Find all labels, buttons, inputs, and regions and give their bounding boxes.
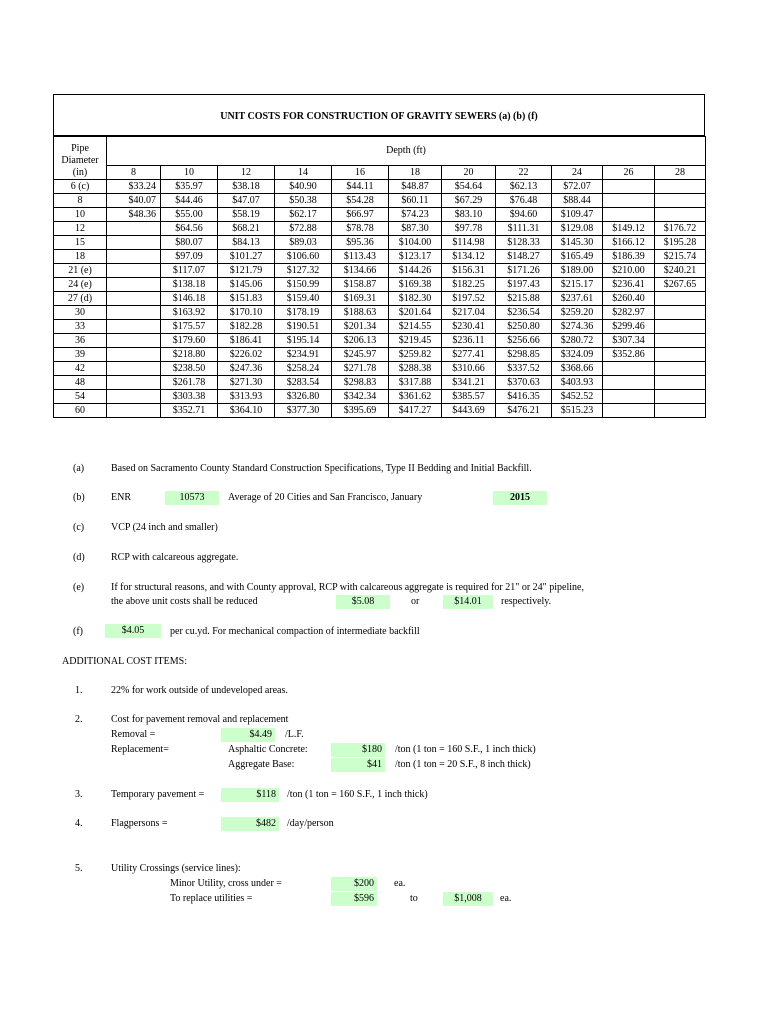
- note-d-tag: (d): [73, 552, 85, 563]
- cost-cell: $215.88: [496, 292, 552, 306]
- replace-utilities-value-high: $1,008: [443, 892, 493, 906]
- table-row: [54, 180, 706, 194]
- cost-cell: $68.21: [218, 222, 275, 236]
- cost-cell: $84.13: [218, 236, 275, 250]
- cost-cell: $62.17: [275, 208, 332, 222]
- pipe-diameter-cell: 60: [54, 404, 107, 418]
- cost-cell: $62.13: [496, 180, 552, 194]
- cost-cell: $94.60: [496, 208, 552, 222]
- cost-cell: $64.56: [161, 222, 218, 236]
- cost-cell: $313.93: [218, 390, 275, 404]
- cost-cell: $48.87: [389, 180, 442, 194]
- cost-cell: $176.72: [655, 222, 706, 236]
- cost-cell: $40.90: [275, 180, 332, 194]
- cost-cell: $60.11: [389, 194, 442, 208]
- note-a-tag: (a): [73, 463, 85, 474]
- removal-label: Removal =: [111, 729, 156, 740]
- cost-cell: [603, 194, 655, 208]
- cost-cell: [655, 376, 706, 390]
- cost-cell: $149.12: [603, 222, 655, 236]
- cost-cell: $277.41: [442, 348, 496, 362]
- table-row: [54, 320, 706, 334]
- cost-cell: $146.18: [161, 292, 218, 306]
- cost-cell: $88.44: [552, 194, 603, 208]
- pipe-diameter-cell: 6 (c): [54, 180, 107, 194]
- cost-cell: $267.65: [655, 278, 706, 292]
- cost-cell: $148.27: [496, 250, 552, 264]
- table-row: [54, 236, 706, 250]
- cost-cell: $74.23: [389, 208, 442, 222]
- cost-cell: [107, 376, 161, 390]
- cost-cell: [107, 334, 161, 348]
- pipe-diameter-cell: 48: [54, 376, 107, 390]
- table-row: [54, 348, 706, 362]
- cost-cell: $361.62: [389, 390, 442, 404]
- note-f-tag: (f): [73, 626, 83, 637]
- cost-cell: $182.28: [218, 320, 275, 334]
- cost-cell: $260.40: [603, 292, 655, 306]
- cost-cell: $48.36: [107, 208, 161, 222]
- cost-cell: $310.66: [442, 362, 496, 376]
- cost-cell: $370.63: [496, 376, 552, 390]
- cost-cell: $33.24: [107, 180, 161, 194]
- item-1-text: 22% for work outside of undeveloped areas.: [111, 685, 288, 696]
- note-f-text: per cu.yd. For mechanical compaction of intermediate backfill: [170, 626, 420, 637]
- cost-cell: [107, 404, 161, 418]
- table-row: [54, 250, 706, 264]
- cost-cell: $226.02: [218, 348, 275, 362]
- cost-cell: [655, 208, 706, 222]
- cost-cell: $236.11: [442, 334, 496, 348]
- pipe-diameter-cell: 27 (d): [54, 292, 107, 306]
- cost-cell: $44.46: [161, 194, 218, 208]
- cost-cell: $261.78: [161, 376, 218, 390]
- cost-cell: $259.82: [389, 348, 442, 362]
- cost-cell: $298.83: [332, 376, 389, 390]
- depth-header-cell: 18: [389, 166, 442, 180]
- pipe-header-line: Pipe: [71, 143, 89, 154]
- cost-cell: $76.48: [496, 194, 552, 208]
- cost-cell: $169.38: [389, 278, 442, 292]
- depth-header-cell: 22: [496, 166, 552, 180]
- table-title: UNIT COSTS FOR CONSTRUCTION OF GRAVITY SEWERS (a) (b) (f): [220, 111, 538, 122]
- cost-cell: $95.36: [332, 236, 389, 250]
- pipe-diameter-cell: 30: [54, 306, 107, 320]
- table-row: [54, 222, 706, 236]
- cost-cell: [107, 362, 161, 376]
- pipe-diameter-cell: 10: [54, 208, 107, 222]
- item-3-num: 3.: [75, 789, 83, 800]
- cost-cell: $78.78: [332, 222, 389, 236]
- cost-cell: $201.34: [332, 320, 389, 334]
- cost-cell: $195.28: [655, 236, 706, 250]
- cost-cell: $215.17: [552, 278, 603, 292]
- depth-header-cell: 12: [218, 166, 275, 180]
- table-row: [54, 390, 706, 404]
- cost-cell: [603, 390, 655, 404]
- pipe-diameter-cell: 42: [54, 362, 107, 376]
- cost-cell: $236.54: [496, 306, 552, 320]
- cost-rows: [54, 180, 706, 418]
- cost-cell: [107, 348, 161, 362]
- additional-heading: ADDITIONAL COST ITEMS:: [62, 656, 187, 667]
- cost-cell: $443.69: [442, 404, 496, 418]
- cost-cell: $352.86: [603, 348, 655, 362]
- replace-utilities-to: to: [410, 893, 418, 904]
- cost-cell: [655, 348, 706, 362]
- cost-cell: $230.41: [442, 320, 496, 334]
- cost-cell: [603, 362, 655, 376]
- cost-cell: $54.28: [332, 194, 389, 208]
- cost-cell: $106.60: [275, 250, 332, 264]
- cost-cell: $134.66: [332, 264, 389, 278]
- cost-cell: $197.52: [442, 292, 496, 306]
- pipe-diameter-cell: 24 (e): [54, 278, 107, 292]
- depth-header-cell: 14: [275, 166, 332, 180]
- cost-cell: $215.74: [655, 250, 706, 264]
- cost-cell: $186.39: [603, 250, 655, 264]
- cost-cell: $97.09: [161, 250, 218, 264]
- cost-cell: $50.38: [275, 194, 332, 208]
- cost-cell: $452.52: [552, 390, 603, 404]
- unit-cost-table: [53, 136, 706, 418]
- cost-cell: [603, 208, 655, 222]
- pipe-diameter-cell: 8: [54, 194, 107, 208]
- cost-cell: [107, 236, 161, 250]
- depth-header-cell: 26: [603, 166, 655, 180]
- cost-cell: $341.21: [442, 376, 496, 390]
- table-row: [54, 208, 706, 222]
- cost-cell: $250.80: [496, 320, 552, 334]
- cost-cell: $40.07: [107, 194, 161, 208]
- cost-cell: $271.78: [332, 362, 389, 376]
- cost-cell: [655, 362, 706, 376]
- note-b-tag: (b): [73, 492, 85, 503]
- table-row: [54, 404, 706, 418]
- ab-value: $41: [331, 758, 385, 772]
- cost-cell: $113.43: [332, 250, 389, 264]
- table-row: [54, 292, 706, 306]
- table-row: [54, 376, 706, 390]
- cost-cell: $128.33: [496, 236, 552, 250]
- cost-cell: $385.57: [442, 390, 496, 404]
- cost-cell: $282.97: [603, 306, 655, 320]
- table-row: [54, 334, 706, 348]
- cost-cell: $189.00: [552, 264, 603, 278]
- cost-cell: $206.13: [332, 334, 389, 348]
- cost-cell: $178.19: [275, 306, 332, 320]
- cost-cell: $35.97: [161, 180, 218, 194]
- cost-cell: $240.21: [655, 264, 706, 278]
- cost-cell: $165.49: [552, 250, 603, 264]
- item-2-text: Cost for pavement removal and replacement: [111, 714, 289, 725]
- cost-cell: $171.26: [496, 264, 552, 278]
- replacement-label: Replacement=: [111, 744, 169, 755]
- cost-cell: $186.41: [218, 334, 275, 348]
- pipe-diameter-cell: 12: [54, 222, 107, 236]
- reduction-24in: $14.01: [443, 595, 493, 609]
- replace-utilities-unit: ea.: [500, 893, 512, 904]
- cost-cell: $170.10: [218, 306, 275, 320]
- note-a-text: Based on Sacramento County Standard Construction Specifications, Type II Bedding and Initial Backfill.: [111, 463, 532, 474]
- cost-cell: $101.27: [218, 250, 275, 264]
- cost-cell: $303.38: [161, 390, 218, 404]
- cost-cell: $47.07: [218, 194, 275, 208]
- table-row: [54, 362, 706, 376]
- ac-label: Asphaltic Concrete:: [228, 744, 308, 755]
- cost-cell: $368.66: [552, 362, 603, 376]
- cost-cell: $247.36: [218, 362, 275, 376]
- cost-cell: $210.00: [603, 264, 655, 278]
- cost-cell: $236.41: [603, 278, 655, 292]
- cost-cell: $134.12: [442, 250, 496, 264]
- flagpersons-value: $482: [221, 817, 279, 831]
- cost-cell: $395.69: [332, 404, 389, 418]
- pipe-header-line: (in): [72, 167, 88, 178]
- cost-cell: $67.29: [442, 194, 496, 208]
- cost-cell: [603, 376, 655, 390]
- cost-cell: [655, 292, 706, 306]
- cost-cell: $280.72: [552, 334, 603, 348]
- cost-cell: $72.07: [552, 180, 603, 194]
- cost-cell: $217.04: [442, 306, 496, 320]
- table-row: [54, 278, 706, 292]
- table-row: [54, 194, 706, 208]
- cost-cell: $288.38: [389, 362, 442, 376]
- minor-utility-label: Minor Utility, cross under =: [170, 878, 282, 889]
- note-d-text: RCP with calcareous aggregate.: [111, 552, 239, 563]
- depth-header-cell: 28: [655, 166, 706, 180]
- cost-cell: [107, 264, 161, 278]
- item-3-text: Temporary pavement =: [111, 789, 205, 800]
- cost-cell: $307.34: [603, 334, 655, 348]
- cost-cell: $317.88: [389, 376, 442, 390]
- removal-unit: /L.F.: [285, 729, 304, 740]
- cost-cell: $117.07: [161, 264, 218, 278]
- enr-year: 2015: [493, 491, 547, 505]
- cost-cell: $195.14: [275, 334, 332, 348]
- depth-header-cell: 20: [442, 166, 496, 180]
- cost-cell: $256.66: [496, 334, 552, 348]
- pipe-diameter-cell: 33: [54, 320, 107, 334]
- cost-cell: $150.99: [275, 278, 332, 292]
- cost-cell: $111.31: [496, 222, 552, 236]
- cost-cell: $123.17: [389, 250, 442, 264]
- cost-cell: [107, 306, 161, 320]
- cost-cell: $377.30: [275, 404, 332, 418]
- cost-cell: [603, 404, 655, 418]
- cost-cell: $163.92: [161, 306, 218, 320]
- cost-cell: $324.09: [552, 348, 603, 362]
- reduction-21in: $5.08: [336, 595, 390, 609]
- cost-cell: $298.85: [496, 348, 552, 362]
- cost-cell: $197.43: [496, 278, 552, 292]
- cost-cell: $364.10: [218, 404, 275, 418]
- cost-cell: [655, 320, 706, 334]
- cost-cell: [107, 278, 161, 292]
- cost-cell: $138.18: [161, 278, 218, 292]
- note-e-tag: (e): [73, 582, 85, 593]
- cost-cell: $38.18: [218, 180, 275, 194]
- minor-utility-unit: ea.: [394, 878, 406, 889]
- cost-cell: $274.36: [552, 320, 603, 334]
- note-c-tag: (c): [73, 522, 85, 533]
- cost-cell: $258.24: [275, 362, 332, 376]
- pipe-diameter-cell: 54: [54, 390, 107, 404]
- note-e-line2: the above unit costs shall be reduced: [111, 596, 258, 607]
- cost-cell: $129.08: [552, 222, 603, 236]
- item-2-num: 2.: [75, 714, 83, 725]
- table-row: [54, 306, 706, 320]
- cost-cell: [107, 390, 161, 404]
- cost-cell: $403.93: [552, 376, 603, 390]
- cost-cell: $156.31: [442, 264, 496, 278]
- cost-cell: $417.27: [389, 404, 442, 418]
- depth-header-cell: 24: [552, 166, 603, 180]
- depth-header-cell: 8: [107, 166, 161, 180]
- cost-cell: $151.83: [218, 292, 275, 306]
- cost-cell: $104.00: [389, 236, 442, 250]
- item-4-num: 4.: [75, 818, 83, 829]
- cost-cell: $55.00: [161, 208, 218, 222]
- ab-unit: /ton (1 ton = 20 S.F., 8 inch thick): [395, 759, 531, 770]
- cost-cell: $144.26: [389, 264, 442, 278]
- cost-cell: $352.71: [161, 404, 218, 418]
- compaction-value: $4.05: [105, 624, 161, 638]
- pipe-diameter-cell: 15: [54, 236, 107, 250]
- pipe-diameter-cell: 36: [54, 334, 107, 348]
- item-1-num: 1.: [75, 685, 83, 696]
- note-e-line1: If for structural reasons, and with County approval, RCP with calcareous aggregate is required for 21" or 24" pipeline,: [111, 582, 584, 593]
- cost-cell: [107, 320, 161, 334]
- cost-cell: $218.80: [161, 348, 218, 362]
- pipe-header-line: Diameter: [61, 155, 99, 166]
- depth-header-cell: 10: [161, 166, 218, 180]
- cost-cell: $238.50: [161, 362, 218, 376]
- cost-cell: $121.79: [218, 264, 275, 278]
- cost-cell: $166.12: [603, 236, 655, 250]
- pipe-diameter-cell: 39: [54, 348, 107, 362]
- minor-utility-value: $200: [331, 877, 377, 891]
- cost-cell: $326.80: [275, 390, 332, 404]
- ab-label: Aggregate Base:: [228, 759, 295, 770]
- cost-cell: $145.06: [218, 278, 275, 292]
- cost-cell: $127.32: [275, 264, 332, 278]
- depth-header: Depth (ft): [107, 137, 706, 166]
- cost-cell: $159.40: [275, 292, 332, 306]
- table-row: [54, 264, 706, 278]
- item-4-unit: /day/person: [287, 818, 334, 829]
- pipe-header: [54, 137, 107, 180]
- cost-cell: [655, 404, 706, 418]
- pipe-diameter-cell: 18: [54, 250, 107, 264]
- cost-cell: [603, 180, 655, 194]
- item-5-num: 5.: [75, 863, 83, 874]
- cost-cell: $72.88: [275, 222, 332, 236]
- cost-cell: $114.98: [442, 236, 496, 250]
- cost-cell: $89.03: [275, 236, 332, 250]
- cost-cell: $58.19: [218, 208, 275, 222]
- note-c-text: VCP (24 inch and smaller): [111, 522, 218, 533]
- cost-cell: $66.97: [332, 208, 389, 222]
- note-b-label: ENR: [111, 492, 131, 503]
- cost-cell: $87.30: [389, 222, 442, 236]
- cost-cell: $97.78: [442, 222, 496, 236]
- table-title-box: [53, 94, 705, 136]
- item-4-text: Flagpersons =: [111, 818, 168, 829]
- cost-cell: [655, 334, 706, 348]
- cost-cell: $44.11: [332, 180, 389, 194]
- cost-cell: $182.25: [442, 278, 496, 292]
- replace-utilities-value: $596: [331, 892, 377, 906]
- cost-cell: $271.30: [218, 376, 275, 390]
- removal-value: $4.49: [221, 728, 275, 742]
- cost-cell: $83.10: [442, 208, 496, 222]
- cost-cell: $54.64: [442, 180, 496, 194]
- ac-unit: /ton (1 ton = 160 S.F., 1 inch thick): [395, 744, 536, 755]
- cost-cell: $109.47: [552, 208, 603, 222]
- cost-cell: [107, 250, 161, 264]
- cost-cell: $337.52: [496, 362, 552, 376]
- cost-cell: $175.57: [161, 320, 218, 334]
- cost-cell: $214.55: [389, 320, 442, 334]
- cost-cell: [655, 194, 706, 208]
- cost-cell: [655, 390, 706, 404]
- cost-cell: $219.45: [389, 334, 442, 348]
- enr-value: 10573: [165, 491, 219, 505]
- cost-cell: $182.30: [389, 292, 442, 306]
- note-b-text: Average of 20 Cities and San Francisco, January: [228, 492, 423, 503]
- cost-cell: $299.46: [603, 320, 655, 334]
- note-e-or: or: [411, 596, 420, 607]
- pipe-diameter-cell: 21 (e): [54, 264, 107, 278]
- cost-cell: $515.23: [552, 404, 603, 418]
- cost-cell: $237.61: [552, 292, 603, 306]
- cost-cell: [655, 306, 706, 320]
- cost-cell: $342.34: [332, 390, 389, 404]
- replace-utilities-label: To replace utilities =: [170, 893, 253, 904]
- cost-cell: $179.60: [161, 334, 218, 348]
- cost-cell: $158.87: [332, 278, 389, 292]
- cost-cell: $190.51: [275, 320, 332, 334]
- cost-cell: $259.20: [552, 306, 603, 320]
- cost-cell: $245.97: [332, 348, 389, 362]
- cost-cell: $283.54: [275, 376, 332, 390]
- item-3-unit: /ton (1 ton = 160 S.F., 1 inch thick): [287, 789, 428, 800]
- cost-cell: $234.91: [275, 348, 332, 362]
- item-5-text: Utility Crossings (service lines):: [111, 863, 241, 874]
- temp-pavement-value: $118: [221, 788, 279, 802]
- cost-cell: $416.35: [496, 390, 552, 404]
- cost-cell: [107, 222, 161, 236]
- cost-cell: $80.07: [161, 236, 218, 250]
- depth-header-cell: 16: [332, 166, 389, 180]
- cost-cell: $476.21: [496, 404, 552, 418]
- cost-cell: [655, 180, 706, 194]
- depth-row: [54, 166, 706, 180]
- cost-cell: $145.30: [552, 236, 603, 250]
- ac-value: $180: [331, 743, 385, 757]
- cost-cell: [107, 292, 161, 306]
- cost-cell: $188.63: [332, 306, 389, 320]
- cost-cell: $169.31: [332, 292, 389, 306]
- cost-cell: $201.64: [389, 306, 442, 320]
- note-e-resp: respectively.: [501, 596, 552, 607]
